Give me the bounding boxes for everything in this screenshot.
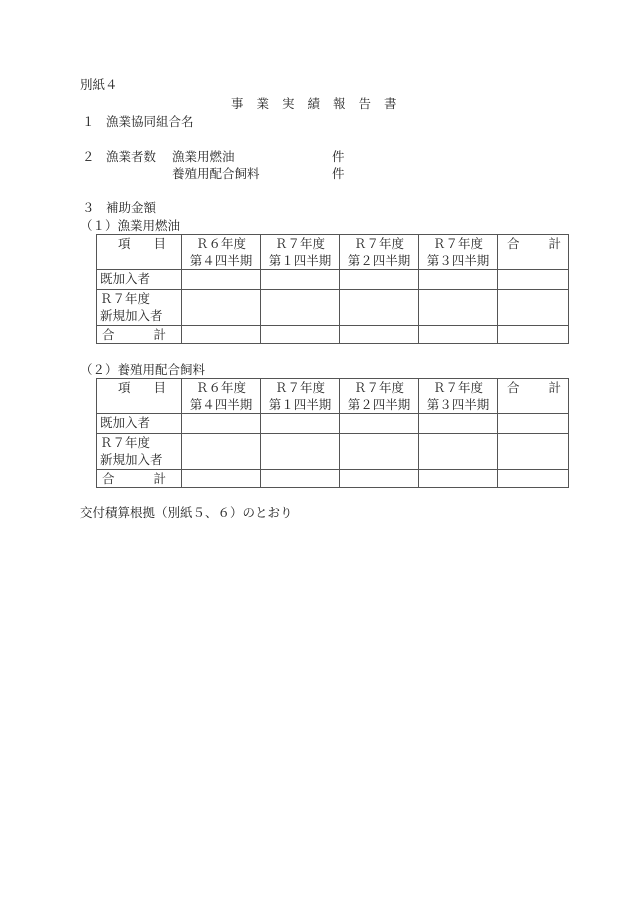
row-label-char: 合 bbox=[102, 471, 115, 486]
row-label-line: Ｒ７年度 bbox=[100, 435, 151, 450]
table-row bbox=[97, 326, 569, 344]
header-period bbox=[340, 379, 419, 414]
amount-cell[interactable] bbox=[261, 434, 340, 470]
period-quarter: 第１四半期 bbox=[268, 397, 332, 412]
section3-label: 補助金額 bbox=[106, 200, 157, 215]
header-total-char: 計 bbox=[548, 236, 561, 251]
amount-cell[interactable] bbox=[182, 270, 261, 290]
table-row bbox=[97, 290, 569, 326]
section1-number: １ bbox=[82, 114, 95, 129]
attachment-label: 別紙４ bbox=[80, 77, 118, 92]
header-row bbox=[97, 235, 569, 270]
amount-cell[interactable] bbox=[261, 470, 340, 488]
amount-cell[interactable] bbox=[340, 470, 419, 488]
header-period bbox=[419, 379, 498, 414]
period-quarter: 第４四半期 bbox=[189, 397, 253, 412]
header-period bbox=[261, 235, 340, 270]
row-label-char: 計 bbox=[153, 327, 166, 342]
header-period bbox=[261, 379, 340, 414]
header-row bbox=[97, 379, 569, 414]
period-quarter: 第２四半期 bbox=[347, 397, 411, 412]
fuel-count-label: 漁業用燃油 bbox=[172, 149, 235, 164]
row-label-line: Ｒ７年度 bbox=[100, 291, 151, 306]
header-item bbox=[97, 379, 182, 414]
header-period bbox=[419, 235, 498, 270]
period-quarter: 第３四半期 bbox=[426, 253, 490, 268]
header-total-char: 計 bbox=[548, 380, 561, 395]
header-total bbox=[498, 235, 569, 270]
amount-cell[interactable] bbox=[340, 290, 419, 326]
row-label bbox=[97, 414, 182, 434]
table-row bbox=[97, 270, 569, 290]
period-quarter: 第３四半期 bbox=[426, 397, 490, 412]
fuel-count-unit: 件 bbox=[332, 149, 345, 164]
period-year: Ｒ７年度 bbox=[274, 380, 325, 395]
amount-cell[interactable] bbox=[419, 414, 498, 434]
amount-cell[interactable] bbox=[182, 326, 261, 344]
amount-cell[interactable] bbox=[419, 290, 498, 326]
period-quarter: 第４四半期 bbox=[189, 253, 253, 268]
row-label-line: 新規加入者 bbox=[100, 308, 163, 323]
row-label-line: 既加入者 bbox=[100, 271, 151, 286]
row-label-line: 新規加入者 bbox=[100, 452, 163, 467]
period-year: Ｒ７年度 bbox=[353, 236, 404, 251]
amount-cell[interactable] bbox=[498, 270, 569, 290]
amount-cell[interactable] bbox=[261, 270, 340, 290]
row-label bbox=[97, 434, 182, 470]
header-total-char: 合 bbox=[507, 236, 520, 251]
amount-cell[interactable] bbox=[261, 290, 340, 326]
amount-cell[interactable] bbox=[340, 270, 419, 290]
amount-cell[interactable] bbox=[419, 470, 498, 488]
period-year: Ｒ６年度 bbox=[195, 380, 246, 395]
amount-cell[interactable] bbox=[261, 326, 340, 344]
amount-cell[interactable] bbox=[340, 326, 419, 344]
period-year: Ｒ６年度 bbox=[195, 236, 246, 251]
row-label bbox=[97, 470, 182, 488]
header-period bbox=[182, 379, 261, 414]
amount-cell[interactable] bbox=[182, 290, 261, 326]
row-label-line: 既加入者 bbox=[100, 415, 151, 430]
amount-cell[interactable] bbox=[182, 414, 261, 434]
amount-cell[interactable] bbox=[419, 434, 498, 470]
row-label bbox=[97, 290, 182, 326]
amount-cell[interactable] bbox=[182, 434, 261, 470]
table-row bbox=[97, 414, 569, 434]
section2-number: ２ bbox=[82, 149, 95, 164]
amount-cell[interactable] bbox=[498, 326, 569, 344]
header-item-char: 目 bbox=[153, 380, 166, 395]
amount-cell[interactable] bbox=[498, 290, 569, 326]
header-item-char: 目 bbox=[153, 236, 166, 251]
amount-cell[interactable] bbox=[498, 470, 569, 488]
period-year: Ｒ７年度 bbox=[432, 236, 483, 251]
table1-caption: （１）漁業用燃油 bbox=[80, 218, 181, 233]
header-total bbox=[498, 379, 569, 414]
period-year: Ｒ７年度 bbox=[353, 380, 404, 395]
feed-count-unit: 件 bbox=[332, 166, 345, 181]
page-title: 事業実績報告書 bbox=[231, 96, 410, 111]
section3-number: ３ bbox=[82, 200, 95, 215]
amount-cell[interactable] bbox=[340, 434, 419, 470]
section2-label: 漁業者数 bbox=[106, 149, 157, 164]
amount-cell[interactable] bbox=[340, 414, 419, 434]
amount-cell[interactable] bbox=[261, 414, 340, 434]
feed-subsidy-table bbox=[96, 378, 569, 488]
feed-count-label: 養殖用配合飼料 bbox=[172, 166, 260, 181]
header-item bbox=[97, 235, 182, 270]
table-row bbox=[97, 434, 569, 470]
period-quarter: 第２四半期 bbox=[347, 253, 411, 268]
header-item-char: 項 bbox=[118, 236, 131, 251]
section1-label: 漁業協同組合名 bbox=[106, 114, 194, 129]
amount-cell[interactable] bbox=[498, 414, 569, 434]
period-quarter: 第１四半期 bbox=[268, 253, 332, 268]
header-total-char: 合 bbox=[507, 380, 520, 395]
header-item-char: 項 bbox=[118, 380, 131, 395]
row-label-char: 計 bbox=[153, 471, 166, 486]
amount-cell[interactable] bbox=[419, 326, 498, 344]
header-period bbox=[340, 235, 419, 270]
period-year: Ｒ７年度 bbox=[274, 236, 325, 251]
row-label-char: 合 bbox=[102, 327, 115, 342]
footer-note: 交付積算根拠（別紙５、６）のとおり bbox=[80, 505, 293, 520]
amount-cell[interactable] bbox=[498, 434, 569, 470]
amount-cell[interactable] bbox=[182, 470, 261, 488]
amount-cell[interactable] bbox=[419, 270, 498, 290]
row-label bbox=[97, 270, 182, 290]
header-period bbox=[182, 235, 261, 270]
table-row bbox=[97, 470, 569, 488]
row-label bbox=[97, 326, 182, 344]
table2-caption: （２）養殖用配合飼料 bbox=[80, 362, 206, 377]
fuel-subsidy-table bbox=[96, 234, 569, 344]
period-year: Ｒ７年度 bbox=[432, 380, 483, 395]
